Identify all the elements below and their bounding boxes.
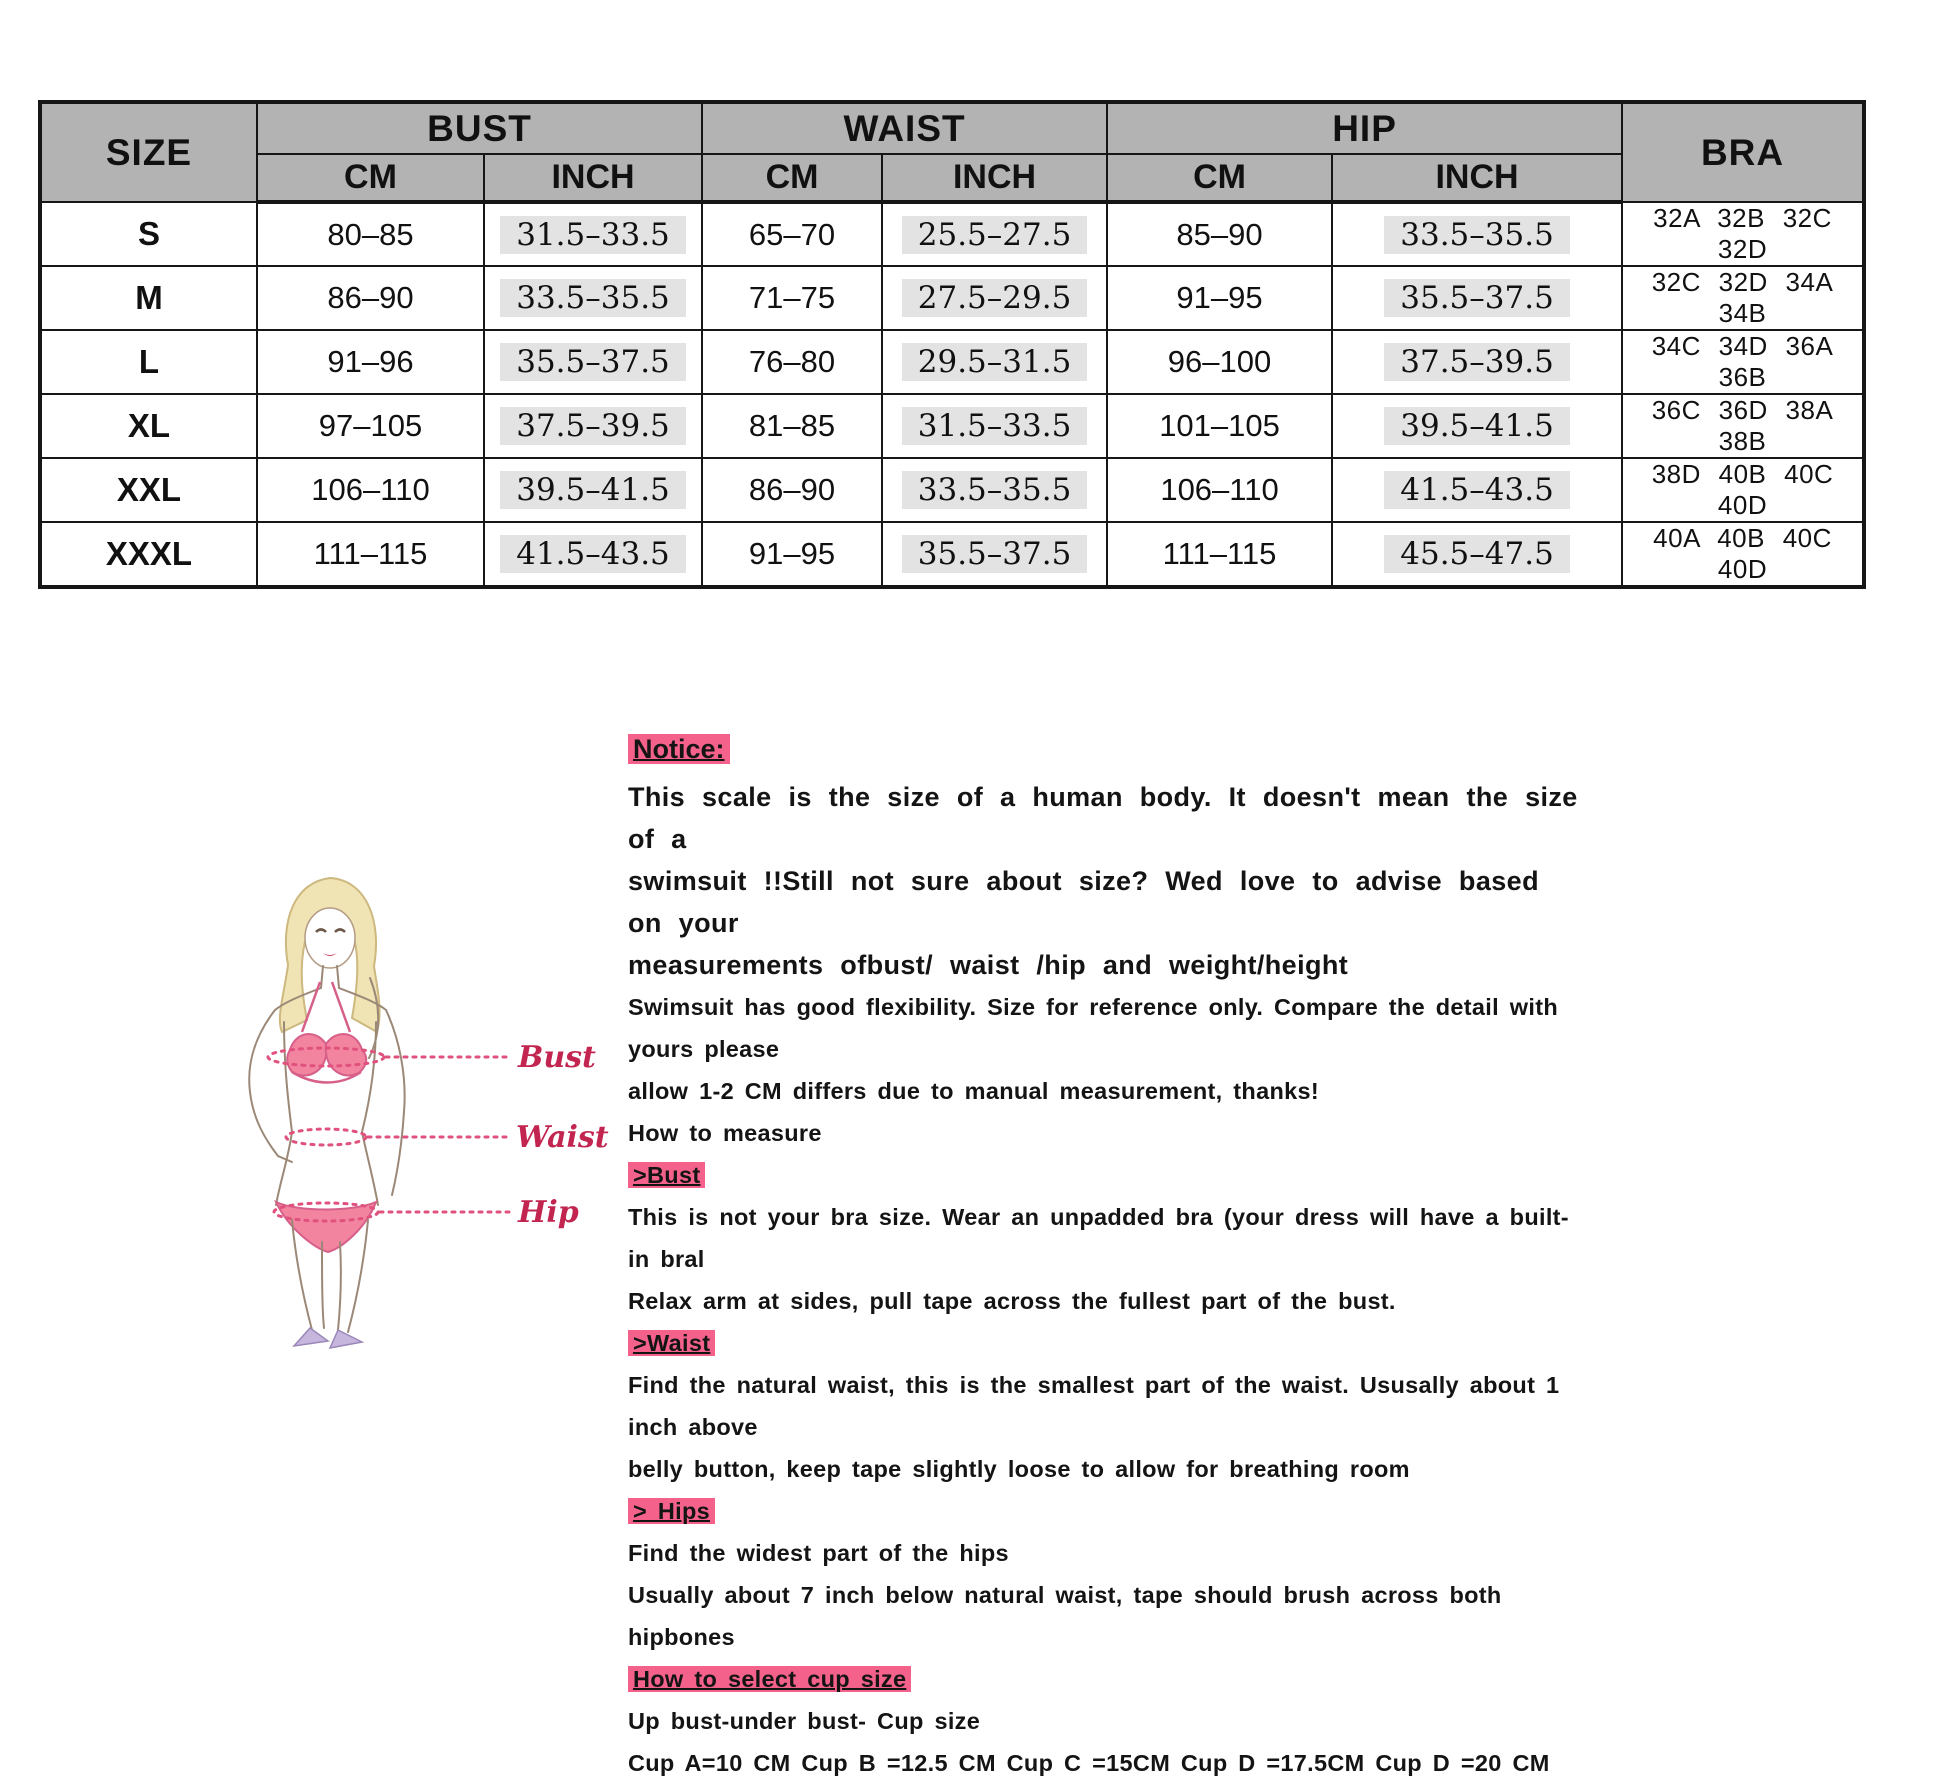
hip-label: Hip xyxy=(518,1195,579,1230)
cell-waist-cm: 81–85 xyxy=(702,394,882,458)
cell-bust-inch xyxy=(484,522,702,587)
cup-size-heading: How to select cup size xyxy=(628,1666,911,1692)
cell-size: L xyxy=(40,330,257,394)
subheader-bust-cm: CM xyxy=(257,154,484,202)
cup-size-line-2: Cup A=10 CM Cup B =12.5 CM Cup C =15CM Cup D =17.5CM Cup D =20 CM xyxy=(628,1750,1550,1776)
cell-bra: 32A 32B 32C 32D xyxy=(1622,202,1864,266)
inch-value-box: 33.5–35.5 xyxy=(500,279,686,317)
inch-value-box: 31.5–33.5 xyxy=(902,407,1088,445)
cell-bust-cm: 91–96 xyxy=(257,330,484,394)
inch-value-box: 35.5–37.5 xyxy=(1384,279,1570,317)
cell-hip-cm: 111–115 xyxy=(1107,522,1332,587)
table-row-xxl xyxy=(40,458,1864,522)
cell-bust-cm: 111–115 xyxy=(257,522,484,587)
cup-size-heading-line xyxy=(628,1658,1588,1700)
header-row-units xyxy=(40,154,1864,202)
cell-size: XXXL xyxy=(40,522,257,587)
inch-value-box: 39.5–41.5 xyxy=(1384,407,1570,445)
cell-bust-cm: 106–110 xyxy=(257,458,484,522)
cell-size: M xyxy=(40,266,257,330)
cell-hip-cm: 91–95 xyxy=(1107,266,1332,330)
cup-size-line-1: Up bust-under bust- Cup size xyxy=(628,1708,981,1734)
hips-tag: > Hips xyxy=(628,1498,715,1524)
subheader-bust-inch: INCH xyxy=(484,154,702,202)
bust-instruction-1: This is not your bra size. Wear an unpadded bra (your dress will have a built-in bral xyxy=(628,1204,1569,1272)
bust-tag-line xyxy=(628,1154,1588,1196)
bikini-cup-left xyxy=(287,1034,326,1076)
cell-bust-inch xyxy=(484,330,702,394)
cell-size: XXL xyxy=(40,458,257,522)
inch-value-box: 37.5–39.5 xyxy=(1384,343,1570,381)
cell-hip-inch xyxy=(1332,202,1622,266)
bust-instruction-2: Relax arm at sides, pull tape across the fullest part of the bust. xyxy=(628,1288,1396,1314)
hips-tag-line xyxy=(628,1490,1588,1532)
table-row-xxxl xyxy=(40,522,1864,587)
inch-value-box: 39.5–41.5 xyxy=(500,471,686,509)
cell-hip-inch xyxy=(1332,458,1622,522)
cell-hip-inch xyxy=(1332,394,1622,458)
hips-instruction-2: Usually about 7 inch below natural waist, tape should brush across both hipbones xyxy=(628,1582,1502,1650)
waist-tag: >Waist xyxy=(628,1330,715,1356)
column-header-hip: HIP xyxy=(1107,102,1622,154)
how-to-measure-heading: How to measure xyxy=(628,1120,822,1146)
cell-hip-cm: 101–105 xyxy=(1107,394,1332,458)
cell-bust-inch xyxy=(484,202,702,266)
inch-value-box: 33.5–35.5 xyxy=(902,471,1088,509)
waist-instruction-2: belly button, keep tape slightly loose to allow for breathing room xyxy=(628,1456,1410,1482)
right-shoe xyxy=(330,1330,362,1348)
notice-line-2: swimsuit !!Still not sure about size? Wed love to advise based on your xyxy=(628,866,1539,938)
subheader-hip-inch: INCH xyxy=(1332,154,1622,202)
flexibility-line-1: Swimsuit has good flexibility. Size for reference only. Compare the detail with yours please xyxy=(628,994,1558,1062)
hips-instruction-1: Find the widest part of the hips xyxy=(628,1540,1009,1566)
bust-label: Bust xyxy=(518,1040,596,1075)
cell-waist-cm: 76–80 xyxy=(702,330,882,394)
cell-bust-cm: 80–85 xyxy=(257,202,484,266)
inch-value-box: 37.5–39.5 xyxy=(500,407,686,445)
cell-hip-cm: 85–90 xyxy=(1107,202,1332,266)
bikini-cup-right xyxy=(326,1034,367,1076)
cell-waist-inch xyxy=(882,266,1107,330)
header-row-groups xyxy=(40,102,1864,154)
cell-waist-cm: 91–95 xyxy=(702,522,882,587)
column-header-waist: WAIST xyxy=(702,102,1107,154)
notice-heading-line xyxy=(628,732,1588,766)
inch-value-box: 33.5–35.5 xyxy=(1384,216,1570,254)
column-header-bra: BRA xyxy=(1622,102,1864,202)
cell-hip-cm: 96–100 xyxy=(1107,330,1332,394)
cell-waist-cm: 86–90 xyxy=(702,458,882,522)
subheader-waist-inch: INCH xyxy=(882,154,1107,202)
cell-bra: 34C 34D 36A 36B xyxy=(1622,330,1864,394)
notice-line-3: measurements ofbust/ waist /hip and weight/height xyxy=(628,950,1349,980)
inch-value-box: 41.5–43.5 xyxy=(500,535,686,573)
table-row-xl xyxy=(40,394,1864,458)
cell-bust-inch xyxy=(484,458,702,522)
cell-bra: 36C 36D 38A 38B xyxy=(1622,394,1864,458)
bust-tag: >Bust xyxy=(628,1162,705,1188)
inch-value-box: 35.5–37.5 xyxy=(902,535,1088,573)
inch-value-box: 35.5–37.5 xyxy=(500,343,686,381)
cell-bra: 38D 40B 40C 40D xyxy=(1622,458,1864,522)
size-notes-column xyxy=(628,732,1588,1784)
notice-heading: Notice: xyxy=(628,734,730,764)
cell-waist-inch xyxy=(882,330,1107,394)
inch-value-box: 45.5–47.5 xyxy=(1384,535,1570,573)
waist-measure-ellipse xyxy=(286,1129,366,1145)
inch-value-box: 41.5–43.5 xyxy=(1384,471,1570,509)
inch-value-box: 27.5–29.5 xyxy=(902,279,1088,317)
bikini-bottom xyxy=(276,1202,376,1252)
subheader-hip-cm: CM xyxy=(1107,154,1332,202)
flexibility-line-2: allow 1-2 CM differs due to manual measurement, thanks! xyxy=(628,1078,1319,1104)
column-header-size: SIZE xyxy=(40,102,257,202)
cell-waist-inch xyxy=(882,394,1107,458)
table-row-s xyxy=(40,202,1864,266)
inch-value-box: 29.5–31.5 xyxy=(902,343,1088,381)
inch-value-box: 25.5–27.5 xyxy=(902,216,1088,254)
cell-bust-cm: 97–105 xyxy=(257,394,484,458)
size-chart-table xyxy=(38,100,1866,589)
cell-waist-cm: 65–70 xyxy=(702,202,882,266)
subheader-waist-cm: CM xyxy=(702,154,882,202)
waist-tag-line xyxy=(628,1322,1588,1364)
body-measurement-illustration xyxy=(180,860,620,1360)
cell-hip-inch xyxy=(1332,330,1622,394)
cell-hip-cm: 106–110 xyxy=(1107,458,1332,522)
cell-waist-cm: 71–75 xyxy=(702,266,882,330)
left-shoe xyxy=(294,1328,328,1346)
cell-bra: 32C 32D 34A 34B xyxy=(1622,266,1864,330)
waist-label: Waist xyxy=(516,1120,609,1155)
cell-waist-inch xyxy=(882,522,1107,587)
woman-sketch xyxy=(180,860,620,1360)
cell-size: XL xyxy=(40,394,257,458)
table-row-l xyxy=(40,330,1864,394)
cell-size: S xyxy=(40,202,257,266)
cell-bust-cm: 86–90 xyxy=(257,266,484,330)
cell-waist-inch xyxy=(882,202,1107,266)
right-arm xyxy=(386,1010,405,1195)
waist-instruction-1: Find the natural waist, this is the smallest part of the waist. Ususally about 1 inch above xyxy=(628,1372,1560,1440)
cell-hip-inch xyxy=(1332,266,1622,330)
face xyxy=(305,908,355,968)
cell-bra: 40A 40B 40C 40D xyxy=(1622,522,1864,587)
cell-bust-inch xyxy=(484,266,702,330)
cell-bust-inch xyxy=(484,394,702,458)
cell-hip-inch xyxy=(1332,522,1622,587)
column-header-bust: BUST xyxy=(257,102,702,154)
inch-value-box: 31.5–33.5 xyxy=(500,216,686,254)
notice-line-1: This scale is the size of a human body. It doesn't mean the size of a xyxy=(628,782,1578,854)
cell-waist-inch xyxy=(882,458,1107,522)
table-row-m xyxy=(40,266,1864,330)
